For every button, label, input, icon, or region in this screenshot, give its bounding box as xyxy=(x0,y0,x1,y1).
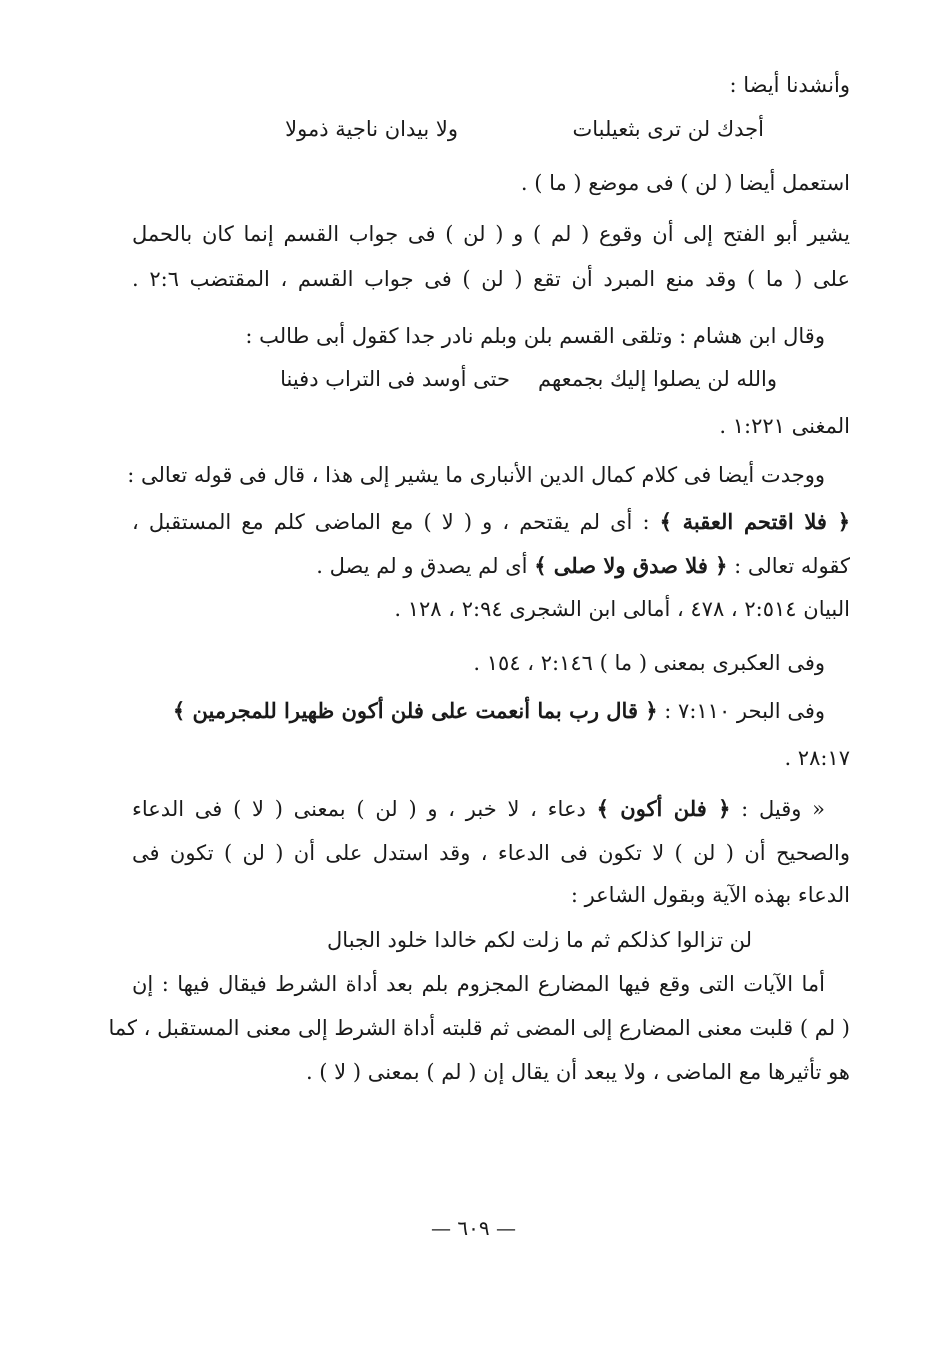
text-line: الدعاء بهذه الآية وبقول الشاعر : xyxy=(570,883,850,907)
text-line: استعمل أيضا ( لن ) فى موضع ( ما ) . xyxy=(520,171,850,195)
text-line: وقال ابن هشام : وتلقى القسم بلن وبلم نادر جدا كقول أبى طالب : xyxy=(245,324,825,348)
quran-quote: ﴿ فلا اقتحم العقبة ﴾ xyxy=(659,509,851,534)
text-line: وفى العكبرى بمعنى ( ما ) ٢:١٤٦ ، ١٥٤ . xyxy=(473,651,825,675)
verse-line: لن تزالوا كذلكم ثم ما زلت لكم خالدا خلود الجبال xyxy=(327,928,752,952)
verse-hemistich-first: أجدك لن ترى بثعيلبات xyxy=(572,117,764,141)
text-segment: كقوله تعالى : xyxy=(727,554,850,578)
verse-hemistich-second: ولا بيدان ناجية ذمولا xyxy=(285,117,458,141)
text-line xyxy=(132,794,825,824)
text-line: على ( ما ) وقد منع المبرد أن تقع ( لن ) فى جواب القسم ، المقتضب ٢:٦ . xyxy=(132,267,850,291)
text-segment: دعاء ، لا خبر ، و ( لن ) بمعنى ( لا ) فى الدعاء xyxy=(132,797,597,821)
verse-hemistich-first: والله لن يصلوا إليك بجمعهم xyxy=(538,367,777,391)
verse-couplet xyxy=(0,114,947,144)
text-line xyxy=(316,551,850,581)
text-segment: : أى لم يقتحم ، و ( لا ) مع الماضى كلم مع المستقبل ، xyxy=(132,510,660,534)
text-line: البيان ٢:٥١٤ ، ٤٧٨ ، أمالى ابن الشجرى ٢:٩٤ ، ١٢٨ . xyxy=(394,597,850,621)
text-segment: أى لم يصدق و لم يصل . xyxy=(316,554,535,578)
text-line: ووجدت أيضا فى كلام كمال الدين الأنبارى ما يشير إلى هذا ، قال فى قوله تعالى : xyxy=(127,463,825,487)
quran-quote: ﴿ قال رب بما أنعمت على فلن أكون ظهيرا للمجرمين ﴾ xyxy=(172,698,658,723)
text-line: هو تأثيرها مع الماضى ، ولا يبعد أن يقال إن ( لم ) بمعنى ( لا ) . xyxy=(305,1060,850,1084)
quran-quote: ﴿ فلا صدق ولا صلى ﴾ xyxy=(534,553,728,578)
text-line xyxy=(173,696,825,726)
text-line: والصحيح أن ( لن ) لا تكون فى الدعاء ، وقد استدل على أن ( لن ) تكون فى xyxy=(132,841,850,865)
text-segment: وفى البحر ٧:١١٠ : xyxy=(657,699,825,723)
verse-hemistich-second: حتى أوسد فى التراب دفينا xyxy=(280,367,510,391)
text-line: ٢٨:١٧ . xyxy=(784,746,850,770)
text-segment: « وقيل : xyxy=(730,797,825,821)
text-line: المغنى ١:٢٢١ . xyxy=(719,414,850,438)
quran-quote: ﴿ فلن أكون ﴾ xyxy=(596,796,731,821)
text-line: ( لم ) قلبت معنى المضارع إلى المضى ثم قلبته أداة الشرط إلى معنى المستقبل ، كما xyxy=(108,1016,850,1040)
verse-couplet xyxy=(0,364,947,394)
text-line: وأنشدنا أيضا : xyxy=(729,73,850,97)
text-line: يشير أبو الفتح إلى أن وقوع ( لم ) و ( لن ) فى جواب القسم إنما كان بالحمل xyxy=(132,222,850,246)
text-line: أما الآيات التى وقع فيها المضارع المجزوم بلم بعد أداة الشرط فيقال فيها : إن xyxy=(132,972,825,996)
text-line xyxy=(132,507,850,537)
page-number: — ٦٠٩ — xyxy=(431,1216,516,1240)
